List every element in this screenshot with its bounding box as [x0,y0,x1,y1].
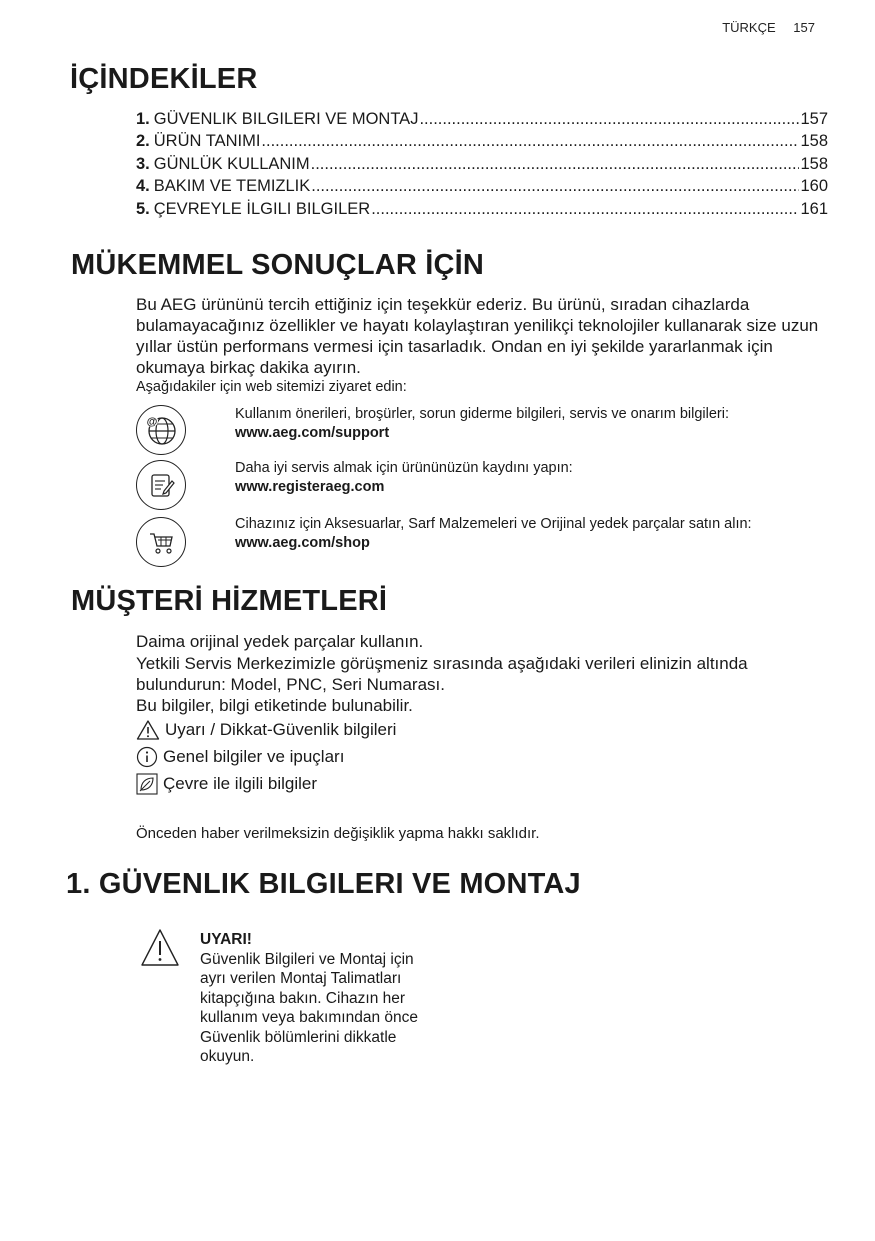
toc-item-page: 160 [800,177,828,196]
toc-item-page: 157 [800,110,828,128]
table-of-contents [136,110,828,222]
info-icon [136,746,158,768]
register-link-info [235,459,815,497]
support-description: Kullanım önerileri, broşürler, sorun giderme bilgileri, servis ve onarım bilgileri: [235,406,729,422]
symbol-info-label: Genel bilgiler ve ipuçları [163,747,345,766]
toc-item[interactable] [136,200,828,222]
register-url-link[interactable]: www.registeraeg.com [235,479,385,495]
register-description: Daha iyi servis almak için ürününüzün kaydını yapın: [235,460,573,476]
warning-body: Güvenlik Bilgileri ve Montaj için ayrı verilen Montaj Talimatları kitapçığına bakın. Cihazın her kullanım veya bakımından önce Güvenlik bölümlerini dikkatle okuyun. [200,950,418,1065]
globe-icon [136,405,186,455]
toc-leader [311,155,800,174]
support-link-info [235,405,815,443]
toc-item[interactable] [136,155,828,177]
toc-item-number: 5. [136,199,150,218]
toc-leader [419,110,799,129]
language-label: TÜRKÇE [722,20,776,35]
toc-title: İÇİNDEKİLER [70,63,258,95]
toc-leader [311,177,799,196]
shop-link-info [235,515,795,553]
service-line-3: Bu bilgiler, bilgi etiketinde bulunabilir. [136,696,413,715]
symbol-warning-row [136,719,396,741]
shop-description: Cihazınız için Aksesuarlar, Sarf Malzemeleri ve Orijinal yedek parçalar satın alın: [235,516,752,532]
toc-item-label: BAKIM VE TEMIZLIK [153,177,311,196]
service-line-2: Yetkili Servis Merkezimizle görüşmeniz sırasında aşağıdaki verileri elinizin altında bulundurun: Model, PNC, Seri Numarası. [136,654,748,694]
support-url-link[interactable]: www.aeg.com/support [235,425,390,441]
toc-item[interactable] [136,132,828,154]
perfect-results-title: MÜKEMMEL SONUÇLAR İÇİN [71,249,485,281]
toc-leader [261,132,799,151]
page-header [708,20,815,35]
symbol-warning-label: Uyarı / Dikkat-Güvenlik bilgileri [165,720,397,739]
register-icon [136,460,186,510]
symbol-info-row [136,746,344,768]
toc-item-label: GÜNLÜK KULLANIM [153,154,310,173]
warning-icon [136,719,160,741]
toc-item-page: 158 [800,132,828,151]
page-number: 157 [793,20,815,35]
toc-item[interactable] [136,177,828,199]
svg-text:@: @ [146,416,158,428]
intro-paragraph: Bu AEG ürününü tercih ettiğiniz için teşekkür ederiz. Bu ürünü, sıradan cihazlarda bulamayacağınız özellikler ve hayatı kolaylaştıran yenilikçi teknolojiler kullanarak size uzun yıllar üstün performans vermesi için tasarladık. Ondan en iyi şekilde yararlanmak için okumaya birkaç dakika ayırın. [136,295,819,377]
toc-item-number: 3. [136,154,150,173]
symbol-environment-label: Çevre ile ilgili bilgiler [163,774,317,793]
cart-icon [136,517,186,567]
warning-title: UYARI! [200,931,252,948]
customer-service-title: MÜŞTERİ HİZMETLERİ [71,585,388,617]
shop-url-link[interactable]: www.aeg.com/shop [235,535,370,551]
toc-item-number: 1. [136,110,150,128]
toc-item-number: 4. [136,177,150,196]
symbol-environment-row [136,773,317,795]
toc-item-page: 161 [800,199,828,218]
safety-warning [200,930,440,1067]
toc-item-label: ÜRÜN TANIMI [153,132,261,151]
toc-item-number: 2. [136,132,150,151]
toc-item-label: ÇEVREYLE İLGILI BILGILER [153,199,371,218]
leaf-icon [136,773,158,795]
toc-item-label: GÜVENLIK BILGILERI VE MONTAJ [153,110,419,128]
visit-website-text: Aşağıdakiler için web sitemizi ziyaret edin: [136,379,407,395]
toc-item-page: 158 [800,154,828,173]
toc-item[interactable] [136,110,828,132]
safety-section-title: 1. GÜVENLIK BILGILERI VE MONTAJ [66,868,581,900]
warning-triangle-icon [140,928,180,973]
service-line-1: Daima orijinal yedek parçalar kullanın. [136,632,424,651]
toc-leader [371,200,799,219]
change-notice: Önceden haber verilmeksizin değişiklik yapma hakkı saklıdır. [136,825,540,842]
